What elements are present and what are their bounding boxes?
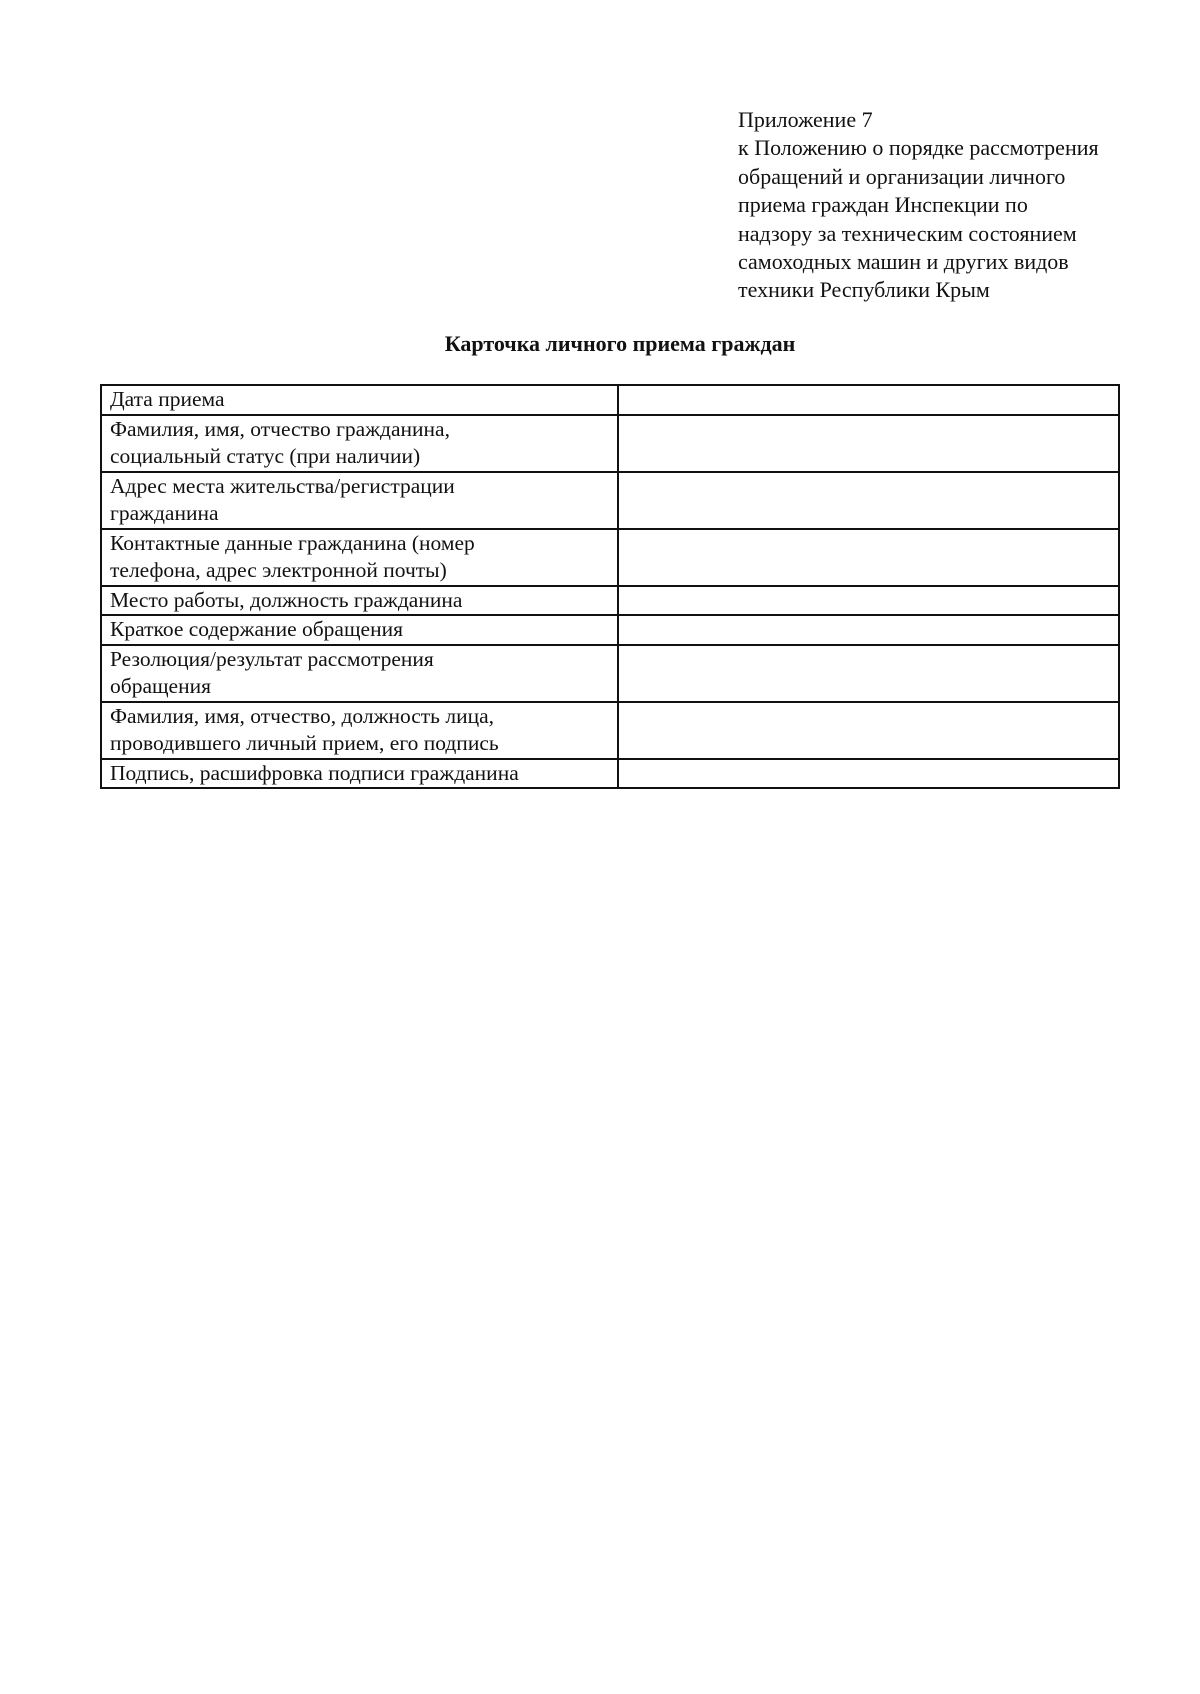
table-row xyxy=(101,615,1119,645)
label-line: телефона, адрес электронной почты) xyxy=(110,558,447,582)
table-row xyxy=(101,586,1119,616)
table-row xyxy=(101,759,1119,789)
appendix-line: надзору за техническим состоянием xyxy=(738,220,1077,246)
field-value-reception-date[interactable] xyxy=(618,385,1119,415)
label-line: обращения xyxy=(110,674,211,698)
reception-card-table xyxy=(100,384,1120,789)
document-title: Карточка личного приема граждан xyxy=(444,331,796,356)
label-line: Подпись, расшифровка подписи гражданина xyxy=(110,760,519,785)
label-line: Резолюция/результат рассмотрения xyxy=(110,646,434,671)
field-label-summary xyxy=(101,615,618,645)
field-value-official[interactable] xyxy=(618,702,1119,759)
label-line: Фамилия, имя, отчество, должность лица, xyxy=(110,703,495,728)
field-label-reception-date xyxy=(101,385,618,415)
field-value-address[interactable] xyxy=(618,472,1119,529)
label-line: Дата приема xyxy=(110,387,225,411)
field-value-citizen-signature[interactable] xyxy=(618,759,1119,789)
table-body xyxy=(101,385,1119,788)
table-row xyxy=(101,415,1119,472)
appendix-line: обращений и организации личного xyxy=(738,163,1066,189)
field-value-summary[interactable] xyxy=(618,615,1119,645)
label-line: проводившего личный прием, его подпись xyxy=(110,731,499,755)
table-row xyxy=(101,385,1119,415)
appendix-line: техники Республики Крым xyxy=(738,277,990,303)
label-line: Краткое содержание обращения xyxy=(110,617,403,641)
label-line: Контактные данные гражданина (номер xyxy=(110,530,475,555)
field-value-contact-details[interactable] xyxy=(618,529,1119,586)
table-row xyxy=(101,472,1119,529)
label-line: Адрес места жительства/регистрации xyxy=(110,473,455,498)
field-value-citizen-name[interactable] xyxy=(618,415,1119,472)
field-label-workplace xyxy=(101,586,618,616)
appendix-line: к Положению о порядке рассмотрения xyxy=(738,135,1099,161)
field-label-citizen-signature xyxy=(101,759,618,789)
appendix-line: Приложение 7 xyxy=(738,107,873,132)
field-value-workplace[interactable] xyxy=(618,586,1119,616)
table-row xyxy=(101,529,1119,586)
table-row xyxy=(101,702,1119,759)
table-row xyxy=(101,645,1119,702)
appendix-header xyxy=(738,106,1178,305)
field-label-resolution xyxy=(101,645,618,702)
appendix-line: самоходных машин и других видов xyxy=(738,249,1069,275)
field-label-contact-details xyxy=(101,529,618,586)
label-line: гражданина xyxy=(110,501,219,525)
label-line: Место работы, должность гражданина xyxy=(110,587,463,612)
appendix-line: приема граждан Инспекции по xyxy=(738,192,1028,218)
field-label-official xyxy=(101,702,618,759)
field-value-resolution[interactable] xyxy=(618,645,1119,702)
label-line: социальный статус (при наличии) xyxy=(110,444,421,468)
field-label-citizen-name xyxy=(101,415,618,472)
label-line: Фамилия, имя, отчество гражданина, xyxy=(110,416,450,441)
field-label-address xyxy=(101,472,618,529)
